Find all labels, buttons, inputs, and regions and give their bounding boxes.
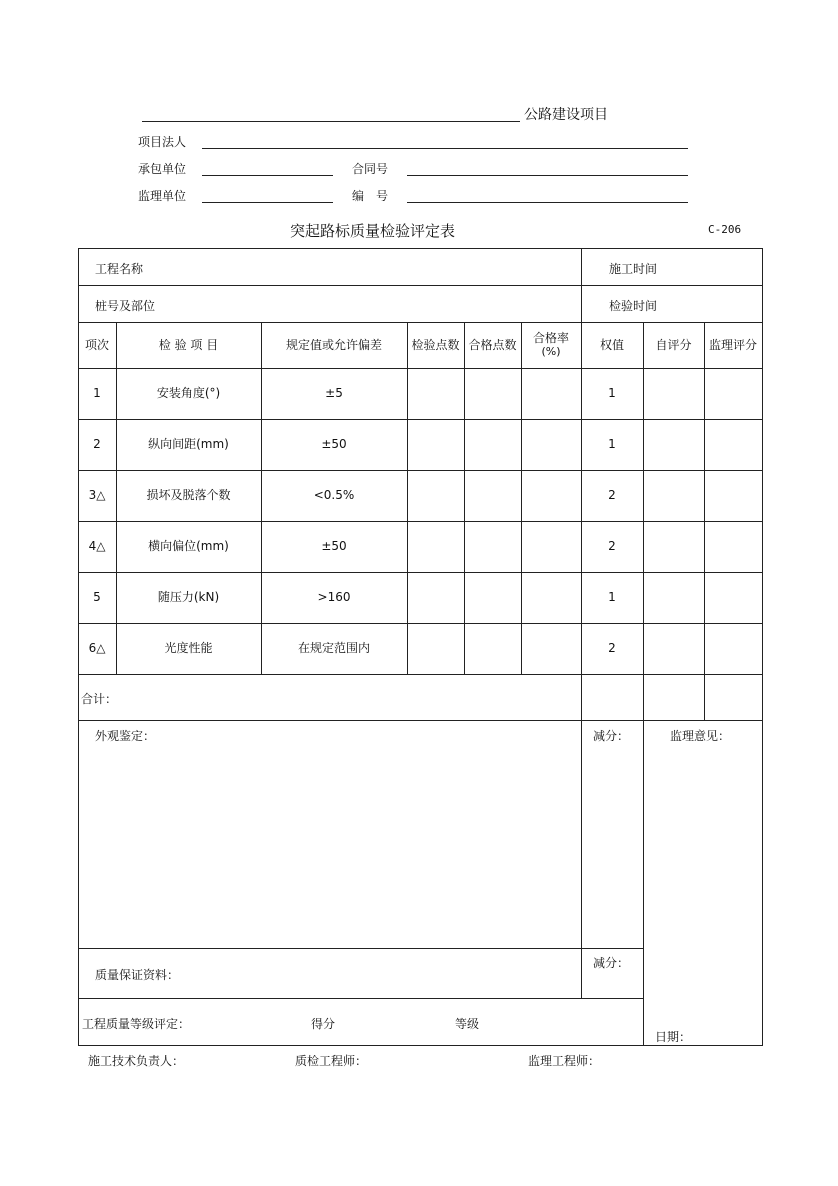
table-border-right [762,248,763,1046]
table-line [78,998,644,999]
owner-label: 项目法人 [138,135,187,149]
row-4-pass-rate[interactable] [521,521,581,572]
appearance-deduction-label: 减分： [593,729,630,743]
total-supervisor-score[interactable] [705,675,762,720]
row-5-item: 随压力(kN) [157,590,220,604]
row-5-index: 5 [93,590,101,604]
total-self-score[interactable] [644,675,704,720]
row-4-weight: 2 [608,539,616,553]
row-4-supervisor-score[interactable] [704,521,762,572]
row-5-points[interactable] [407,572,464,623]
table-border-top [78,248,763,249]
row-6-pass-rate[interactable] [521,623,581,674]
row-4-pass-points[interactable] [464,521,521,572]
project-name-value[interactable] [160,250,578,284]
grading-label: 工程质量等级评定： [82,1017,191,1031]
row-1-weight: 1 [608,386,616,400]
row-1-pass-rate[interactable] [521,368,581,419]
row-6-spec: 在规定范围内 [297,641,370,655]
contract-no-label: 合同号 [352,162,389,176]
inspection-time-label: 检验时间 [609,299,658,313]
project-name-underline[interactable] [142,121,520,122]
row-6-item: 光度性能 [164,641,213,655]
row-6-supervisor-score[interactable] [704,623,762,674]
row-4-spec: ±50 [321,539,347,553]
row-1-index: 1 [93,386,101,400]
contractor-label: 承包单位 [138,162,187,176]
col-header-self-score: 自评分 [655,337,692,352]
row-5-weight: 1 [608,590,616,604]
col-header-index: 项次 [84,337,109,352]
pass-rate-line2: (%) [541,345,561,358]
row-6-points[interactable] [407,623,464,674]
row-6-self-score[interactable] [643,623,704,674]
construction-time-value[interactable] [666,250,760,284]
row-2-supervisor-score[interactable] [704,419,762,470]
col-header-weight: 权值 [599,337,624,352]
col-header-spec: 规定值或允许偏差 [285,337,382,352]
appearance-field[interactable] [79,745,580,947]
supervising-engineer-label: 监理工程师： [528,1054,601,1068]
station-label: 桩号及部位 [95,299,156,313]
total-label: 合计： [81,692,118,706]
row-3-self-score[interactable] [643,470,704,521]
row-2-self-score[interactable] [643,419,704,470]
row-6-weight: 2 [608,641,616,655]
quality-docs-deduction-label: 减分： [593,956,630,970]
table-border-bottom [78,1045,763,1046]
contractor-field[interactable] [202,175,333,176]
grade-label: 等级 [455,1017,480,1031]
row-6-index: 6△ [88,641,106,655]
row-3-points[interactable] [407,470,464,521]
table-line [78,285,763,286]
row-4-points[interactable] [407,521,464,572]
total-weight[interactable] [582,675,643,720]
quality-docs-label: 质量保证资料： [95,968,180,982]
qc-engineer-label: 质检工程师： [295,1054,368,1068]
row-1-spec: ±5 [325,386,343,400]
row-5-pass-rate[interactable] [521,572,581,623]
col-header-pass-rate [521,322,581,368]
construction-time-label: 施工时间 [609,262,658,276]
row-3-item: 损坏及脱落个数 [146,488,231,502]
score-label: 得分 [311,1017,336,1031]
row-4-index: 4△ [88,539,106,553]
col-header-pass-points: 合格点数 [468,337,517,352]
serial-label: 编 号 [352,189,389,203]
row-3-spec: <0.5% [313,488,355,502]
row-2-spec: ±50 [321,437,347,451]
row-1-pass-points[interactable] [464,368,521,419]
date-label: 日期： [655,1030,692,1044]
supervisor-field[interactable] [202,202,333,203]
row-1-item: 安装角度(°) [156,386,221,400]
row-3-pass-points[interactable] [464,470,521,521]
row-3-weight: 2 [608,488,616,502]
supervisor-opinion-label: 监理意见： [670,729,731,743]
col-header-supervisor-score: 监理评分 [708,337,757,352]
supervisor-opinion-field[interactable] [645,745,761,1015]
row-5-pass-points[interactable] [464,572,521,623]
table-line [78,948,644,949]
row-2-pass-rate[interactable] [521,419,581,470]
row-2-pass-points[interactable] [464,419,521,470]
form-code: C-206 [708,223,742,236]
row-6-pass-points[interactable] [464,623,521,674]
row-2-weight: 1 [608,437,616,451]
table-line [78,720,763,721]
contract-no-field[interactable] [407,175,688,176]
row-2-points[interactable] [407,419,464,470]
grade-field[interactable] [490,1005,630,1035]
appearance-label: 外观鉴定： [95,729,156,743]
col-header-item: 检 验 项 目 [158,337,219,352]
owner-field[interactable] [202,148,688,149]
row-3-pass-rate[interactable] [521,470,581,521]
col-header-points: 检验点数 [411,337,460,352]
inspection-time-value[interactable] [666,287,760,321]
row-5-spec: >160 [317,590,351,604]
row-2-item: 纵向间距(mm) [148,437,229,451]
project-suffix: 公路建设项目 [524,107,608,123]
construction-lead-label: 施工技术负责人： [88,1054,185,1068]
project-name-label: 工程名称 [95,262,144,276]
row-5-self-score[interactable] [643,572,704,623]
row-3-supervisor-score[interactable] [704,470,762,521]
row-5-supervisor-score[interactable] [704,572,762,623]
serial-field[interactable] [407,202,688,203]
row-2-index: 2 [93,437,101,451]
form-title: 突起路标质量检验评定表 [290,222,456,240]
row-1-points[interactable] [407,368,464,419]
row-4-self-score[interactable] [643,521,704,572]
row-1-self-score[interactable] [643,368,704,419]
row-4-item: 横向偏位(mm) [148,539,229,553]
station-value[interactable] [170,287,578,321]
supervisor-label: 监理单位 [138,189,187,203]
row-3-index: 3△ [88,488,106,502]
score-field[interactable] [345,1005,445,1035]
row-1-supervisor-score[interactable] [704,368,762,419]
pass-rate-line1: 合格率 [532,331,569,345]
